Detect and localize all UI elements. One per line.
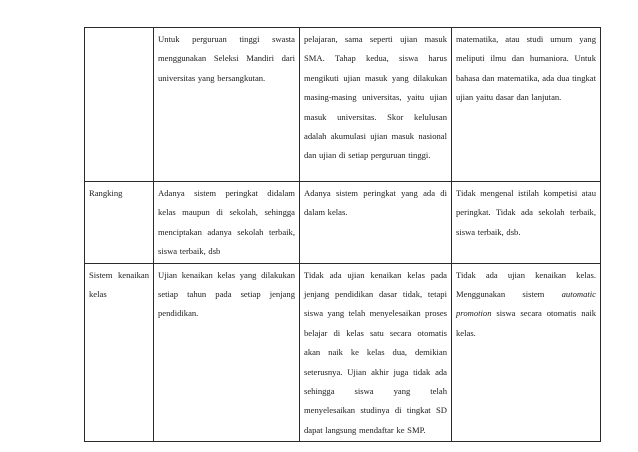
table-cell: pelajaran, sama seperti ujian masuk SMA. Tahap kedua, siswa harus mengikuti ujian masuk yang dilakukan masing-masing universitas, yaitu ujian masuk universitas. Skor kelulusan adalah akumulasi ujian masuk nasional dan ujian di setiap perguruan tinggi. xyxy=(300,28,452,182)
row-label-cell: Rangking xyxy=(85,182,154,264)
table-row xyxy=(85,263,601,442)
table-cell xyxy=(452,263,601,442)
cell-text: siswa secara otomatis naik kelas. xyxy=(456,308,596,338)
table-row xyxy=(85,182,601,264)
table-cell: Adanya sistem peringkat yang ada di dalam kelas. xyxy=(300,182,452,264)
italic-term: automatic promotion xyxy=(456,289,596,319)
table-cell: Untuk perguruan tinggi swasta menggunakan Seleksi Mandiri dari universitas yang bersangkutan. xyxy=(154,28,300,182)
row-label-cell xyxy=(85,28,154,182)
cell-text: Tidak ada ujian kenaikan kelas. Menggunakan sistem xyxy=(456,269,596,300)
table-row xyxy=(85,28,601,182)
comparison-table xyxy=(84,27,601,442)
table-cell: Adanya sistem peringkat didalam kelas maupun di sekolah, sehingga menciptakan adanya sekolah terbaik, siswa terbaik, dsb xyxy=(154,182,300,264)
table-cell: matematika, atau studi umum yang meliputi ilmu dan humaniora. Untuk bahasa dan matematika, ada dua tingkat ujian yaitu dasar dan lanjutan. xyxy=(452,28,601,182)
table-cell: Tidak mengenal istilah kompetisi atau peringkat. Tidak ada sekolah terbaik, siswa terbaik, dsb. xyxy=(452,182,601,264)
table-cell: Tidak ada ujian kenaikan kelas pada jenjang pendidikan dasar tidak, tetapi siswa yang telah menyelesaikan proses belajar di kelas satu secara otomatis akan naik ke kelas dua, demikian seterusnya. Ujian akhir juga tidak ada sehingga siswa yang telah menyelesaikan studinya di tingkat SD dapat langsung mendaftar ke SMP. xyxy=(300,263,452,442)
table-cell: Ujian kenaikan kelas yang dilakukan setiap tahun pada setiap jenjang pendidikan. xyxy=(154,263,300,442)
row-label-cell: Sistem kenaikan kelas xyxy=(85,263,154,442)
